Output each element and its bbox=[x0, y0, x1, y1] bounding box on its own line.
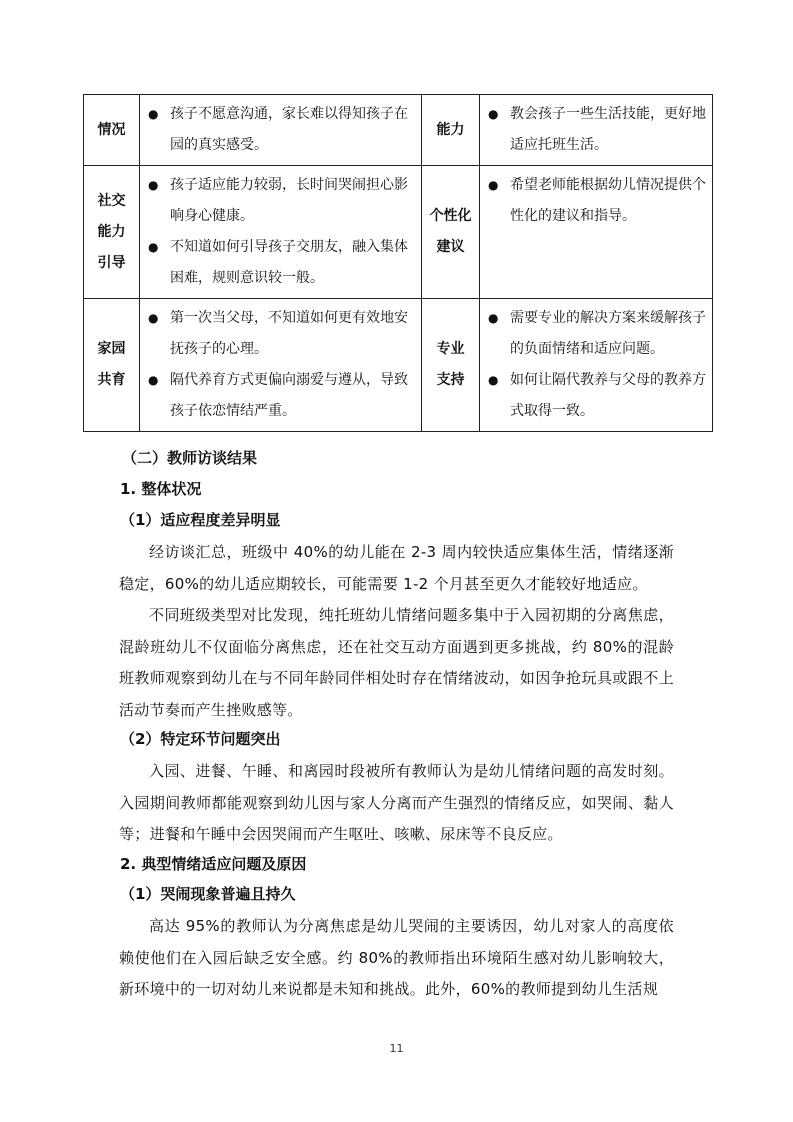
bullet-icon: ● bbox=[488, 178, 499, 192]
section-heading: （二）教师访谈结果 bbox=[122, 449, 258, 467]
table-cell bbox=[140, 166, 422, 299]
list-item: ● 孩子不愿意沟通，家长难以得知孩子在园的真实感受。 bbox=[146, 99, 415, 161]
table-row bbox=[84, 166, 713, 299]
list-item: ● 教会孩子一些生活技能，更好地适应托班生活。 bbox=[486, 99, 706, 161]
bullet-icon: ● bbox=[148, 311, 159, 325]
list-item: ● 第一次当父母，不知道如何更有效地安抚孩子的心理。 bbox=[146, 303, 415, 365]
table-row bbox=[84, 95, 713, 166]
bullet-icon: ● bbox=[148, 178, 159, 192]
paragraph: 不同班级类型对比发现，纯托班幼儿情绪问题多集中于入园初期的分离焦虑，混龄班幼儿不仅面临分离焦虑，还在社交互动方面遇到更多挑战，约 80%的混龄班教师观察到幼儿在与不同年龄同伴相处时存在情绪波动，如因争抢玩具或跟不上活动节奏而产生挫败感等。 bbox=[119, 606, 674, 719]
survey-table bbox=[83, 94, 713, 432]
bullet-icon: ● bbox=[148, 373, 159, 387]
page-number: 11 bbox=[389, 1042, 404, 1055]
table-header-cell: 个性化建议 bbox=[422, 166, 480, 299]
list-item: ● 孩子适应能力较弱，长时间哭闹担心影响身心健康。 bbox=[146, 170, 415, 232]
paragraph: 入园、进餐、午睡、和离园时段被所有教师认为是幼儿情绪问题的高发时刻。入园期间教师都能观察到幼儿因与家人分离而产生强烈的情绪反应，如哭闹、黏人等；进餐和午睡中会因哭闹而产生呕吐、咳嗽、尿床等不良反应。 bbox=[119, 762, 674, 843]
table-header-cell: 专业支持 bbox=[422, 299, 480, 432]
list-item: ● 需要专业的解决方案来缓解孩子的负面情绪和适应问题。 bbox=[486, 303, 706, 365]
list-item: ● 希望老师能根据幼儿情况提供个性化的建议和指导。 bbox=[486, 170, 706, 232]
table-header-cell: 家园共育 bbox=[84, 299, 140, 432]
bullet-icon: ● bbox=[488, 311, 499, 325]
table-header-cell: 社交能力引导 bbox=[84, 166, 140, 299]
subsection-heading: 2. 典型情绪适应问题及原因 bbox=[120, 855, 307, 873]
table-header-cell: 能力 bbox=[422, 95, 480, 166]
subsubsection-heading: （1）哭闹现象普遍且持久 bbox=[120, 885, 296, 903]
table-header-cell: 情况 bbox=[84, 95, 140, 166]
paragraph: 高达 95%的教师认为分离焦虑是幼儿哭闹的主要诱因，幼儿对家人的高度依赖使他们在入园后缺乏安全感。约 80%的教师指出环境陌生感对幼儿影响较大，新环境中的一切对幼儿来说都是未知和挑战。此外，60%的教师提到幼儿生活规 bbox=[119, 917, 674, 998]
bullet-icon: ● bbox=[148, 240, 159, 254]
subsection-heading: 1. 整体状况 bbox=[120, 480, 202, 498]
table-cell bbox=[140, 299, 422, 432]
table-cell bbox=[480, 166, 713, 299]
table-cell bbox=[480, 299, 713, 432]
bullet-icon: ● bbox=[488, 373, 499, 387]
bullet-icon: ● bbox=[488, 107, 499, 121]
table-cell bbox=[140, 95, 422, 166]
list-item: ● 隔代养育方式更偏向溺爱与遵从，导致孩子依恋情结严重。 bbox=[146, 365, 415, 427]
list-item: ● 如何让隔代教养与父母的教养方式取得一致。 bbox=[486, 365, 706, 427]
table-cell bbox=[480, 95, 713, 166]
list-item: ● 不知道如何引导孩子交朋友，融入集体困难，规则意识较一般。 bbox=[146, 232, 415, 294]
subsubsection-heading: （2）特定环节问题突出 bbox=[120, 730, 281, 748]
bullet-icon: ● bbox=[148, 107, 159, 121]
table-row bbox=[84, 299, 713, 432]
subsubsection-heading: （1）适应程度差异明显 bbox=[120, 511, 281, 529]
paragraph: 经访谈汇总，班级中 40%的幼儿能在 2-3 周内较快适应集体生活，情绪逐渐稳定，60%的幼儿适应期较长，可能需要 1-2 个月甚至更久才能较好地适应。 bbox=[119, 543, 674, 593]
